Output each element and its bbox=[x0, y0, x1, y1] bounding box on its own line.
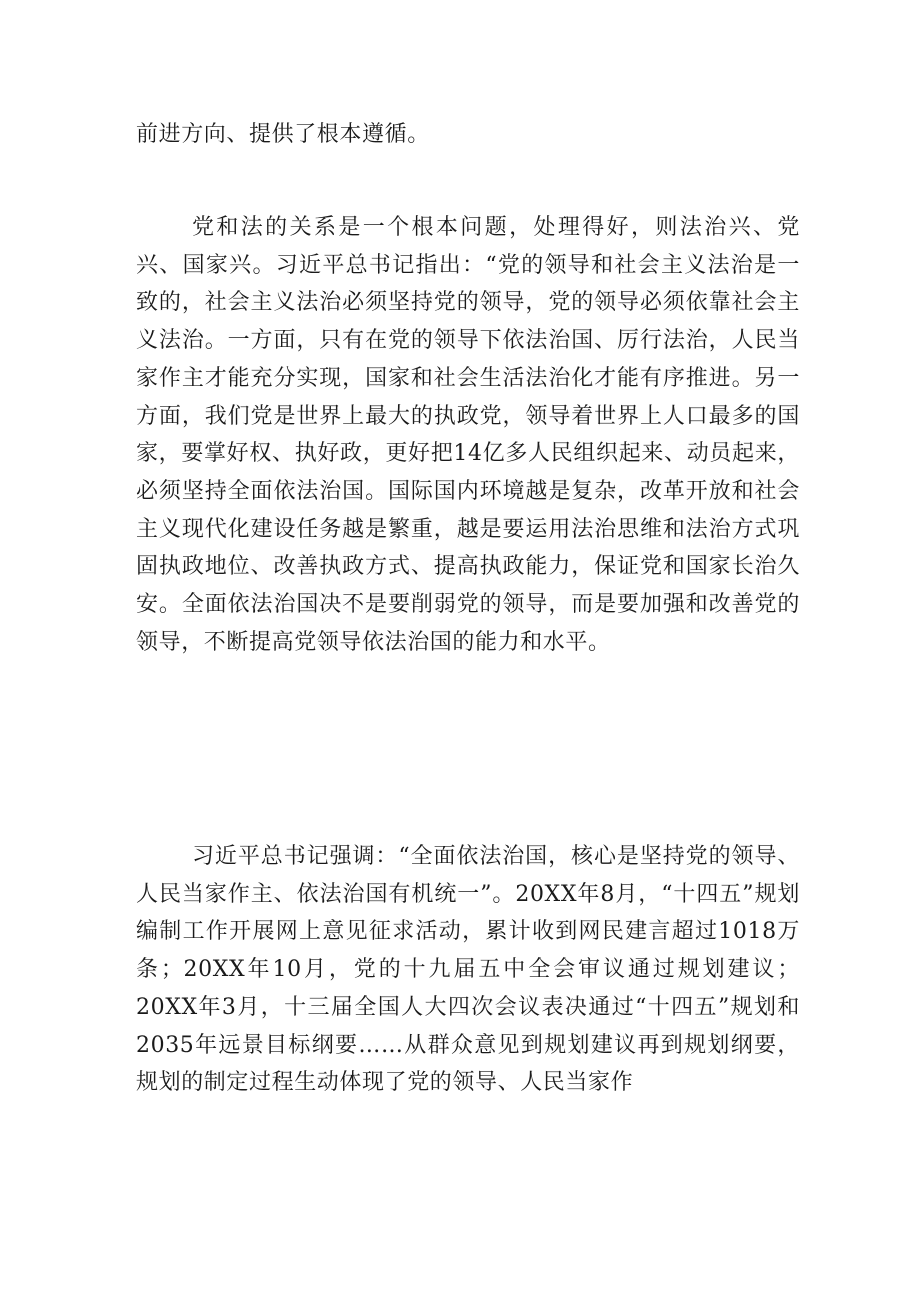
paragraph-continuation: 前进方向、提供了根本遵循。 bbox=[136, 122, 430, 147]
paragraph-core-of-rule-of-law: 习近平总书记强调：“全面依法治国，核心是坚持党的领导、人民当家作主、依法治国有机统一”。20XX年8月，“十四五”规划编制工作开展网上意见征求活动，累计收到网民建言超过1018万条；20XX年10月，党的十九届五中全会审议通过规划建议；20XX年3月，十三届全国人大四次会议表决通过“十四五”规划和2035年远景目标纲要……从群众意见到规划建议再到规划纲要，规划的制定过程生动体现了党的领导、人民当家作 bbox=[136, 844, 800, 1096]
paragraph-party-and-law: 党和法的关系是一个根本问题，处理得好，则法治兴、党兴、国家兴。习近平总书记指出：“党的领导和社会主义法治是一致的，社会主义法治必须坚持党的领导，党的领导必须依靠社会主义法治。一方面，只有在党的领导下依法治国、厉行法治，人民当家作主才能充分实现，国家和社会生活法治化才能有序推进。另一方面，我们党是世界上最大的执政党，领导着世界上人口最多的国家，要掌好权、执好政，更好把14亿多人民组织起来、动员起来，必须坚持全面依法治国。国际国内环境越是复杂，改革开放和社会主义现代化建设任务越是繁重，越是要运用法治思维和法治方式巩固执政地位、改善执政方式、提高执政能力，保证党和国家长治久安。全面依法治国决不是要削弱党的领导，而是要加强和改善党的领导，不断提高党领导依法治国的能力和水平。 bbox=[136, 215, 800, 655]
